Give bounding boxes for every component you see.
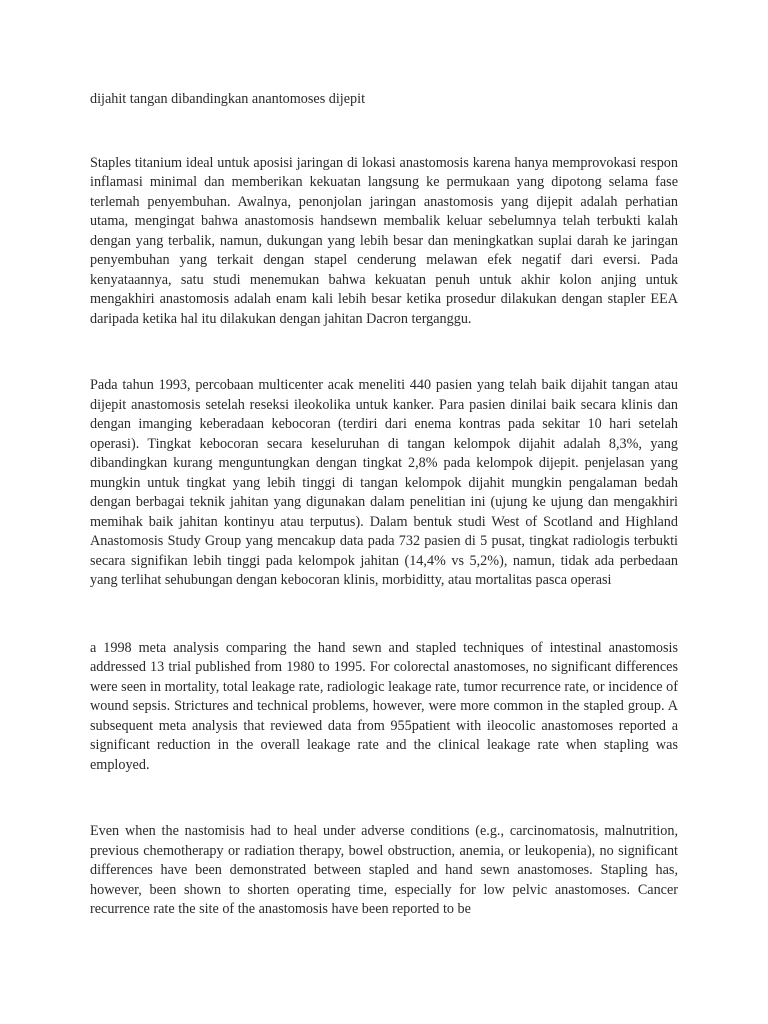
paragraph-meta-analysis-1998: a 1998 meta analysis comparing the hand sewn and stapled techniques of intestinal anastomosis addressed 13 trial published from 1980 to 1995. For colorectal anastomoses, no significant differences were seen in mortality, total leakage rate, radiologic leakage rate, tumor recurrence rate, or incidence of wound sepsis. Strictures and technical problems, however, were more common in the stapled group. A subsequent meta analysis that reviewed data from 955patient with ileocolic anastomoses reported a significant reduction in the overall leakage rate and the clinical leakage rate when stapling was employed. bbox=[90, 639, 678, 773]
document-body bbox=[90, 90, 678, 920]
paragraph-staples-titanium: Staples titanium ideal untuk aposisi jaringan di lokasi anastomosis karena hanya memprovokasi respon inflamasi minimal dan memberikan kekuatan langsung ke permukaan yang dipotong selama fase terlemah penyembuhan. Awalnya, penonjolan jaringan anastomosis yang dijepit adalah perhatian utama, mengingat bahwa anastomosis handsewn membalik keluar sebelumnya telah terbukti kalah dengan yang terbalik, namun, dukungan yang lebih besar dan meningkatkan suplai darah ke jaringan penyembuhan yang terkait dengan stapel cenderung melawan efek negatif dari eversi. Pada kenyataannya, satu studi menemukan bahwa kekuatan penuh untuk akhir kolon anjing untuk mengakhiri anastomosis adalah enam kali lebih besar ketika prosedur dilakukan dengan stapler EEA daripada ketika hal itu dilakukan dengan jahitan Dacron terganggu. bbox=[90, 154, 678, 327]
paragraph-adverse-conditions: Even when the nastomisis had to heal under adverse conditions (e.g., carcinomatosis, malnutrition, previous chemotherapy or radiation therapy, bowel obstruction, anemia, or leukopenia), no significant differences have been demonstrated between stapled and hand sewn anastomoses. Stapling has, however, been shown to shorten operating time, especially for low pelvic anastomoses. Cancer recurrence rate the site of the anastomosis have been reported to be bbox=[90, 823, 678, 917]
document-heading: dijahit tangan dibandingkan anantomoses dijepit bbox=[90, 91, 366, 107]
paragraph-multicenter-trial-1993: Pada tahun 1993, percobaan multicenter acak meneliti 440 pasien yang telah baik dijahit tangan atau dijepit anastomosis setelah reseksi ileokolika untuk kanker. Para pasien dinilai baik secara klinis dan dengan imanging keberadaan kebocoran (terdiri dari enema kontras pada sekitar 10 hari setelah operasi). Tingkat kebocoran secara keseluruhan di tangan kelompok dijahit adalah 8,3%, yang dibandingkan kurang menguntungkan dengan tingkat 2,8% pada kelompok dijepit. penjelasan yang mungkin untuk tingkat yang lebih tinggi di tangan kelompok dijahit mungkin pengalaman bedah dengan berbagai teknik jahitan yang digunakan dalam penelitian ini (ujung ke ujung dan mengakhiri memihak baik jahitan kontinyu atau terputus). Dalam bentuk studi West of Scotland and Highland Anastomosis Study Group yang mencakup data pada 732 pasien di 5 pusat, tingkat radiologis terbukti secara signifikan lebih tinggi pada kelompok jahitan (14,4% vs 5,2%), namun, tidak ada perbedaan yang terlihat sehubungan dengan kebocoran klinis, morbiditty, atau mortalitas pasca operasi bbox=[90, 377, 678, 588]
